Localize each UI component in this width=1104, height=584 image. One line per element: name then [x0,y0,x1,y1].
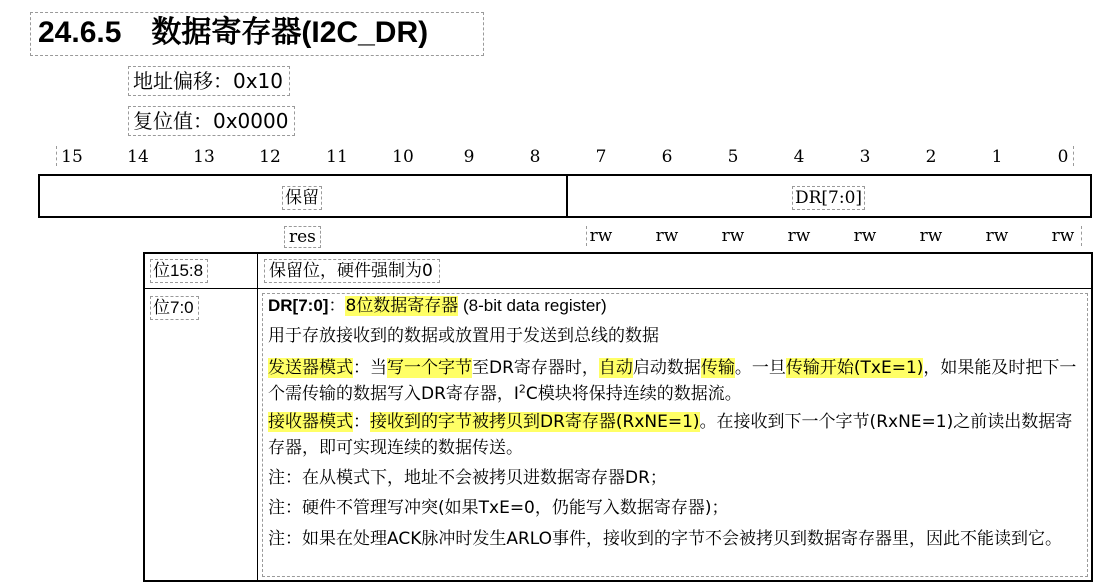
bit-number: 2 [925,147,937,167]
access-rw: rw [721,226,745,246]
bit-number: 10 [392,147,414,167]
transmitter-mode-paragraph [268,355,1084,407]
dr-field-title: 8位数据寄存器 [345,296,459,316]
row-bits-7-0: 位7:0 [150,296,199,320]
note-write-collision: 注：硬件不管理写冲突(如果TxE=0，仍能写入数据寄存器)； [268,498,729,518]
reset-value: 复位值：0x0000 [128,106,295,136]
text-fragment: 。在接收到下一个字节(RxNE=1)之前读出数据寄存器，即可实现连续的数据传送。 [268,412,1073,458]
access-reserved: res [284,226,321,248]
text-fragment: 2 [518,382,526,396]
access-rw: rw [1051,226,1075,246]
table-column-divider [257,252,258,582]
field-dr-label: DR[7:0] [792,186,865,210]
text-fragment: 传输开始(TxE=1) [785,358,924,378]
text-fragment: 自动 [598,358,633,378]
bit-number: 5 [727,147,739,167]
dr-field-english: (8-bit data register) [458,296,607,315]
text-fragment: 。一旦 [734,358,786,378]
bit-field-table [38,174,1092,218]
table-row-divider [143,288,1093,289]
dr-purpose: 用于存放接收到的数据或放置用于发送到总线的数据 [268,326,659,346]
text-fragment: 写一个字节 [387,358,472,378]
bit-number: 6 [661,147,673,167]
field-divider [566,174,568,218]
bit-number: 8 [529,147,541,167]
receiver-mode-paragraph [268,409,1084,461]
text-fragment: ：当 [353,358,387,378]
row-reserved-description: 保留位，硬件强制为0 [264,259,440,283]
access-rw: rw [787,226,811,246]
access-rw: rw [589,226,613,246]
bit-number: 3 [859,147,871,167]
section-number: 24.6.5 [38,16,122,49]
bit-number: 9 [463,147,475,167]
bit-number: 1 [991,147,1003,167]
note-arlo: 注：如果在处理ACK脉冲时发生ARLO事件，接收到的字节不会被拷贝到数据寄存器里，因此不能读到它。 [268,529,1063,549]
bit-number: 12 [259,147,281,167]
text-fragment: 启动数据 [632,358,701,378]
access-rw: rw [853,226,877,246]
text-fragment: C模块将保持连续的数据流。 [525,384,742,404]
dr-field-name: DR[7:0] [268,296,329,315]
section-title [38,14,428,52]
text-fragment: ： [328,296,346,316]
field-reserved-label: 保留 [282,186,322,210]
bit-number: 4 [793,147,805,167]
text-fragment: ： [353,412,370,432]
bit-number: 7 [595,147,607,167]
text-fragment: 至DR寄存器时， [472,358,599,378]
access-rw: rw [985,226,1009,246]
note-slave-mode: 注：在从模式下，地址不会被拷贝进数据寄存器DR； [268,468,667,488]
text-fragment: ，如果能及时把下一个需传输的数据写入DR寄存器，I [268,358,1077,404]
bit-number: 13 [193,147,215,167]
bit-number: 0 [1057,147,1069,167]
bit-number: 11 [326,147,348,167]
text-fragment: 接收到的字节被拷贝到DR寄存器(RxNE=1) [370,412,700,432]
row-bits-15-8: 位15:8 [150,259,208,283]
text-fragment: 接收器模式 [268,412,353,432]
access-rw: rw [919,226,943,246]
bit-number: 15 [61,147,83,167]
text-fragment: 传输 [700,358,735,378]
dr-heading [268,293,1084,319]
address-offset: 地址偏移：0x10 [128,66,290,96]
section-name: 数据寄存器(I2C_DR) [151,16,429,49]
access-rw: rw [655,226,679,246]
bit-number: 14 [127,147,149,167]
text-fragment: 发送器模式 [268,358,353,378]
